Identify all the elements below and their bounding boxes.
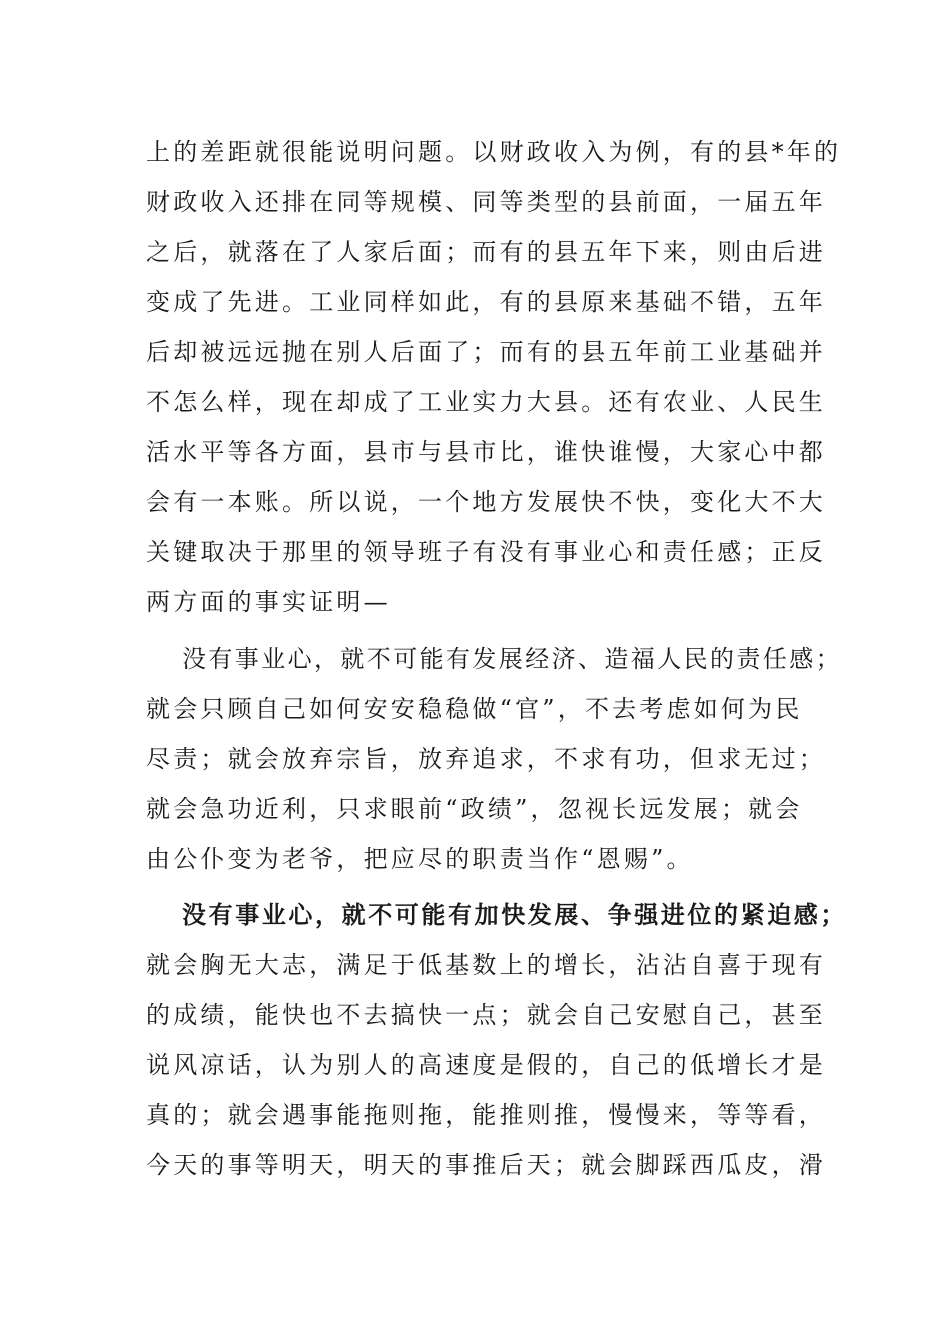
text-line: 由公仆变为老爷，把应尽的职责当作“恩赐”。	[146, 845, 694, 873]
text-line: 今天的事等明天，明天的事推后天；就会脚踩西瓜皮，滑	[146, 1151, 826, 1179]
text-line: 没有事业心，就不可能有发展经济、造福人民的责任感；	[182, 645, 842, 673]
text-line: 不怎么样，现在却成了工业实力大县。还有农业、人民生	[146, 388, 826, 416]
bold-text-line: 没有事业心，就不可能有加快发展、争强进位的紧迫感；	[182, 900, 847, 929]
text-line: 就会只顾自己如何安安稳稳做“官”，不去考虑如何为民	[146, 695, 803, 723]
text-line: 就会胸无大志，满足于低基数上的增长，沾沾自喜于现有	[146, 951, 826, 979]
text-line: 的成绩，能快也不去搞快一点；就会自己安慰自己，甚至	[146, 1001, 826, 1029]
text-line: 变成了先进。工业同样如此，有的县原来基础不错，五年	[146, 288, 826, 316]
text-line: 财政收入还排在同等规模、同等类型的县前面，一届五年	[146, 188, 826, 216]
text-line: 之后，就落在了人家后面；而有的县五年下来，则由后进	[146, 238, 826, 266]
text-line: 后却被远远抛在别人后面了；而有的县五年前工业基础并	[146, 338, 826, 366]
text-line: 两方面的事实证明—	[146, 588, 391, 616]
text-line: 说风凉话，认为别人的高速度是假的，自己的低增长才是	[146, 1051, 826, 1079]
text-line: 尽责；就会放弃宗旨，放弃追求，不求有功，但求无过；	[146, 745, 826, 773]
text-line: 会有一本账。所以说，一个地方发展快不快，变化大不大	[146, 488, 826, 516]
text-line: 上的差距就很能说明问题。以财政收入为例，有的县*年的	[146, 138, 842, 166]
text-line: 真的；就会遇事能拖则拖，能推则推，慢慢来，等等看，	[146, 1101, 826, 1129]
text-line: 关键取决于那里的领导班子有没有事业心和责任感；正反	[146, 538, 826, 566]
text-line: 就会急功近利，只求眼前“政绩”，忽视长远发展；就会	[146, 795, 803, 823]
text-line: 活水平等各方面，县市与县市比，谁快谁慢，大家心中都	[146, 438, 826, 466]
